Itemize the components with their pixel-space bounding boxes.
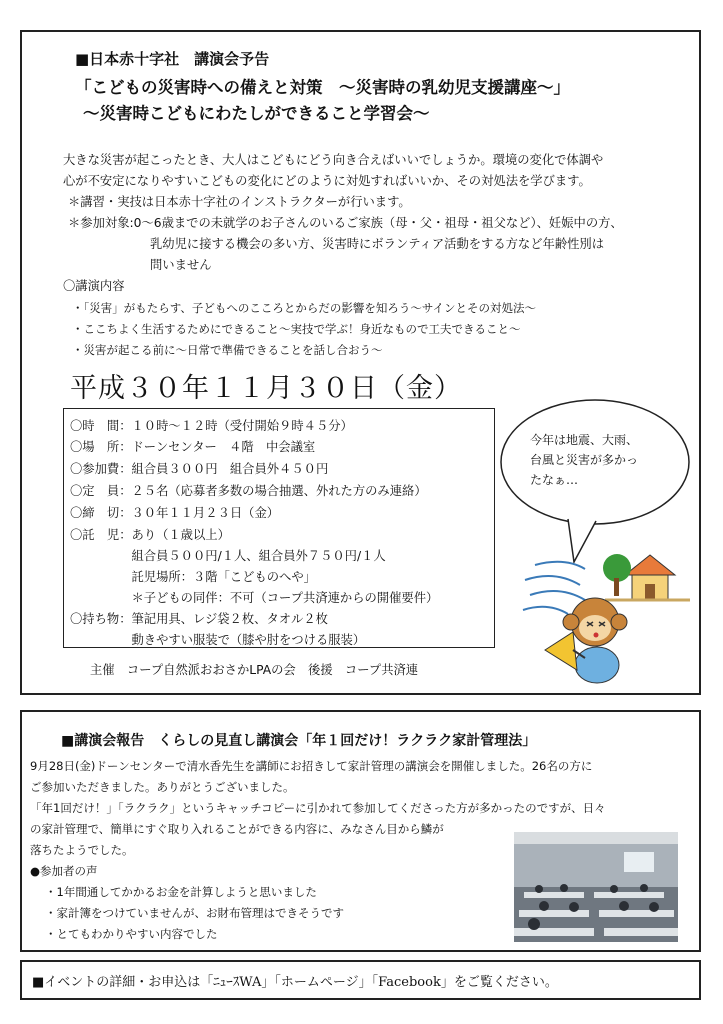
content-heading: 〇講演内容: [63, 279, 125, 293]
announcement-title: 「こどもの災害時への備えと対策 ～災害時の乳幼児支援講座～」: [75, 78, 570, 97]
announcement-header: ■日本赤十字社 講演会予告: [75, 50, 270, 68]
bubble-line-1: 今年は地震、大雨、: [530, 433, 639, 447]
detail-time: 〇時 間：１０時～１２時（受付開始９時４５分）: [70, 419, 353, 433]
event-date: 平成３０年１１月３０日（金）: [70, 373, 462, 404]
detail-childcare: 〇託 児：あり（１歳以上）: [70, 528, 230, 542]
report-line-2: ご参加いただきました。ありがとうございました。: [30, 780, 295, 794]
event-details-box: [63, 408, 495, 648]
detail-deadline: 〇締 切：３０年１１月２３日（金）: [70, 506, 280, 520]
report-header: ■講演会報告 くらしの見直し講演会「年１回だけ！ラクラク家計管理法」: [61, 733, 537, 749]
report-line-4: の家計管理で、簡単にすぐ取り入れることができる内容に、みなさん目から鱗が: [30, 822, 444, 836]
intro-line-3: ＊講習・実技は日本赤十字社のインストラクターが行います。: [68, 195, 411, 209]
detail-childcare-fee: 組合員５００円/１人、組合員外７５０円/１人: [70, 549, 386, 563]
content-item-2: ・ここちよく生活するためにできること～実技で学ぶ！身近なもので工夫できること～: [72, 322, 521, 336]
intro-line-2: 心が不安定になりやすいこどもの変化にどのように対処すればいいか、その対処法を学びます。: [63, 174, 591, 188]
detail-capacity: 〇定 員：２５名（応募者多数の場合抽選、外れた方のみ連絡）: [70, 484, 427, 498]
intro-line-1: 大きな災害が起こったとき、大人はこどもにどう向き合えばいいでしょうか。環境の変化で体調や: [63, 153, 604, 167]
bubble-line-3: たなぁ…: [530, 473, 579, 487]
seminar-photo: [514, 832, 678, 942]
voice-2: ・家計簿をつけていませんが、お財布管理はできそうです: [45, 906, 344, 920]
detail-place: 〇場 所：ドーンセンター ４階 中会議室: [70, 440, 316, 454]
detail-clothing: 動きやすい服装で（膝や肘をつける服装）: [70, 633, 366, 647]
detail-belongings: 〇持ち物：筆記用具、レジ袋２枚、タオル２枚: [70, 612, 328, 626]
voice-1: ・1年間通してかかるお金を計算しようと思いました: [45, 885, 317, 899]
intro-line-5: 乳幼児に接する機会の多い方、災害時にボランティア活動をする方など年齢性別は: [150, 237, 605, 251]
organizer-line: 主催 コープ自然派おおさかLPAの会 後援 コープ共済連: [90, 663, 419, 677]
report-line-3: 「年1回だけ！」「ラクラク」というキャッチコピーに引かれて参加してくださった方が多かったのですが、日々: [30, 801, 606, 815]
report-line-5: 落ちたようでした。: [30, 843, 134, 857]
intro-line-4: ＊参加対象:0～6歳までの未就学のお子さんのいるご家族（母・父・祖母・祖父など）、妊娠中の方、: [68, 216, 623, 230]
detail-childcare-note: ＊子どもの同伴：不可（コープ共済連からの開催要件）: [70, 591, 439, 605]
bubble-line-2: 台風と災害が多かっ: [530, 453, 639, 467]
announcement-subtitle: ～災害時こどもにわたしができること学習会～: [83, 104, 430, 123]
content-item-1: ・「災害」がもたらす、子どもへのこころとからだの影響を知ろう～サインとその対処法～: [72, 301, 537, 315]
detail-childcare-place: 託児場所：３階「こどものへや」: [70, 570, 316, 584]
monkey-storm-illustration: [515, 540, 700, 685]
intro-line-6: 問いません: [150, 258, 212, 272]
voice-3: ・とてもわかりやすい内容でした: [45, 927, 218, 941]
report-line-1: 9月28日(金)ドーンセンターで清水香先生を講師にお招きして家計管理の講演会を開催しました。26名の方に: [30, 759, 593, 773]
detail-fee: 〇参加費：組合員３００円 組合員外４５０円: [70, 462, 329, 476]
event-info-text: ■イベントの詳細・お申込は「ﾆｭｰｽWA」「ホームページ」「Facebook」をご覧ください。: [32, 975, 558, 990]
content-item-3: ・災害が起こる前に～日常で準備できることを話し合おう～: [72, 343, 383, 357]
voices-heading: ●参加者の声: [30, 864, 98, 878]
